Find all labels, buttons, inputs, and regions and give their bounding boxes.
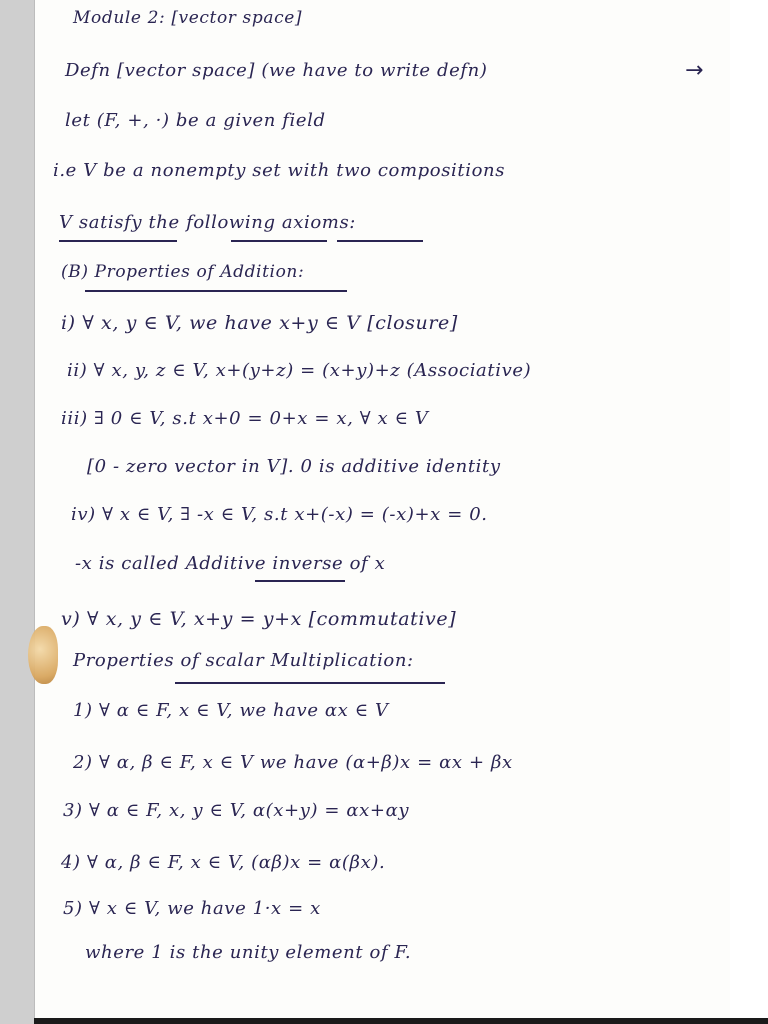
underline-satisfy	[59, 240, 177, 242]
underline-additive	[255, 580, 345, 582]
inverse-axiom: iv) ∀ x ∈ V, ∃ -x ∈ V, s.t x+(-x) = (-x)+x = 0.	[71, 504, 488, 525]
zero-vector-axiom: iii) ∃ 0 ∈ V, s.t x+0 = 0+x = x, ∀ x ∈ V	[61, 408, 429, 429]
scalar-axiom-2: 2) ∀ α, β ∈ F, x ∈ V we have (α+β)x = αx + βx	[73, 752, 513, 773]
scalar-axiom-4: 4) ∀ α, β ∈ F, x ∈ V, (αβ)x = α(βx).	[61, 852, 386, 873]
notebook-page	[34, 0, 731, 1018]
underline-axioms	[337, 240, 423, 242]
underline-following	[231, 240, 327, 242]
module-heading: Module 2: [vector space]	[73, 8, 303, 28]
thumb-finger	[28, 626, 58, 684]
underline-scalar-heading	[175, 682, 445, 684]
page-bottom-edge	[34, 1018, 768, 1024]
addition-heading: (B) Properties of Addition:	[61, 262, 305, 282]
field-line: let (F, +, ·) be a given field	[65, 110, 326, 131]
axioms-line: V satisfy the following axioms:	[59, 212, 356, 233]
scalar-axiom-3: 3) ∀ α ∈ F, x, y ∈ V, α(x+y) = αx+αy	[63, 800, 410, 821]
arrow-icon: →	[685, 58, 704, 83]
inverse-note: -x is called Additive inverse of x	[75, 553, 386, 574]
page-margin-right	[730, 0, 768, 1024]
scalar-heading: Properties of scalar Multiplication:	[73, 650, 414, 671]
zero-vector-note: [0 - zero vector in V]. 0 is additive identity	[87, 456, 501, 477]
associative-axiom: ii) ∀ x, y, z ∈ V, x+(y+z) = (x+y)+z (Associative)	[67, 360, 532, 381]
unity-note: where 1 is the unity element of F.	[85, 942, 412, 963]
closure-axiom: i) ∀ x, y ∈ V, we have x+y ∈ V [closure]	[61, 312, 458, 334]
scalar-axiom-1: 1) ∀ α ∈ F, x ∈ V, we have αx ∈ V	[73, 700, 389, 721]
scalar-axiom-5: 5) ∀ x ∈ V, we have 1·x = x	[63, 898, 321, 919]
underline-addition-heading	[85, 290, 347, 292]
definition-line: Defn [vector space] (we have to write defn)	[65, 60, 488, 81]
commutative-axiom: v) ∀ x, y ∈ V, x+y = y+x [commutative]	[61, 608, 457, 630]
set-line: i.e V be a nonempty set with two compositions	[53, 160, 506, 181]
